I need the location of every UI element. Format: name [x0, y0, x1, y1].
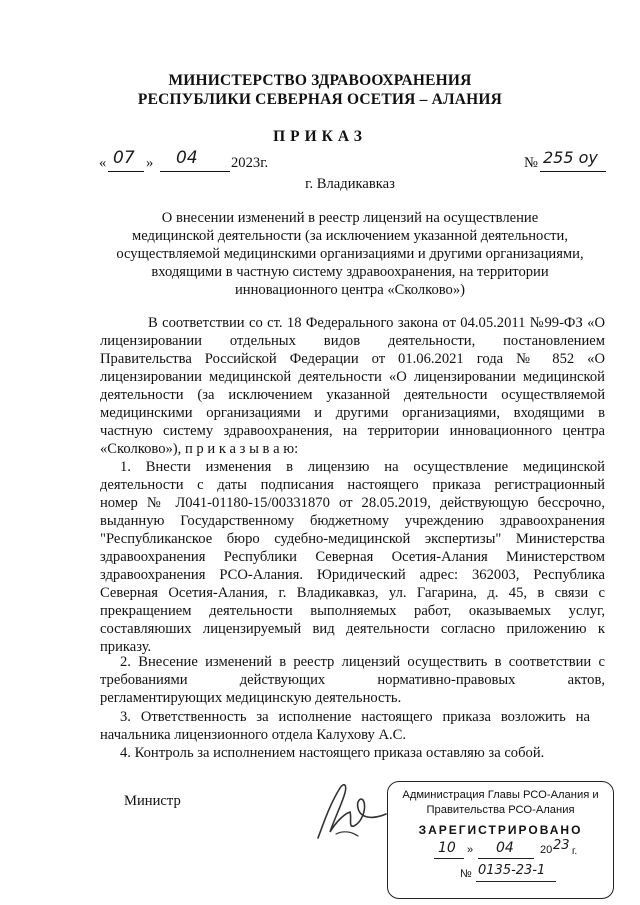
- stamp-day-quote: »: [467, 844, 474, 856]
- order-number: 255 оу: [543, 148, 598, 167]
- stamp-reg-month: 04: [496, 840, 514, 856]
- stamp-line-2: Правительства РСО-Алания: [426, 804, 575, 816]
- body-line: номер № Л041-01180-15/00331870 от 28.05.2019, действующую бессрочно,: [100, 495, 605, 511]
- body-line: частную систему здравоохранения, на территории инновационного центра: [100, 423, 605, 439]
- stamp-line-1: Администрация Главы РСО-Алания и: [402, 789, 599, 801]
- date-year: 2023г.: [231, 155, 269, 171]
- signature-image: [300, 774, 400, 844]
- body-line: 3. Ответственность за исполнение настоящего приказа возложить на: [120, 709, 590, 725]
- date-month: 04: [176, 148, 198, 168]
- body-line: Северная Осетия-Алания, г. Владикавказ, ул. Гагарина, д. 45, в связи с: [100, 585, 605, 601]
- body-line: выданную Государственному бюджетному учреждению здравоохранения: [100, 513, 605, 529]
- body-line: В соответствии со ст. 18 Федерального закона от 04.05.2011 №99-ФЗ «О: [148, 315, 605, 331]
- stamp-reg-day: 10: [438, 840, 456, 856]
- ministry-name-line1: МИНИСТЕРСТВО ЗДРАВООХРАНЕНИЯ: [168, 72, 472, 89]
- stamp-number-underline: [476, 881, 556, 882]
- date-close-quote: »: [146, 155, 154, 171]
- stamp-month-underline: [478, 858, 534, 859]
- signatory-title: Министр: [124, 793, 181, 809]
- body-line: «Сколково»), п р и к а з ы в а ю:: [100, 441, 299, 457]
- stamp-reg-number: 0135-23-1: [478, 863, 546, 878]
- date-open-quote: «: [99, 155, 107, 171]
- doc-type-title: ПРИКАЗ: [273, 128, 367, 145]
- stamp-registered-label: ЗАРЕГИСТРИРОВАНО: [418, 823, 583, 837]
- body-line: деятельности с даты подписания настоящего приказа регистрационный: [100, 477, 605, 493]
- subject-line: осуществляемой медицинскими организациями и другими организациями,: [116, 246, 584, 262]
- date-day-underline: [108, 171, 144, 172]
- body-line: составляюших лицензируемый вид деятельности согласно приложению к: [100, 621, 605, 637]
- registration-stamp: [387, 781, 614, 899]
- body-line: 1. Внести изменения в лицензию на осуществление медицинской: [120, 459, 605, 475]
- body-line: лицензировании отдельных видов деятельности, постановлением: [100, 333, 605, 349]
- number-underline: [540, 171, 606, 172]
- subject-line: инновационного центра «Сколково»): [234, 282, 466, 298]
- body-line: здравоохранения РСО-Алания. Юридический адрес: 362003, Республика: [100, 567, 605, 583]
- stamp-year-prefix: 20: [540, 844, 553, 856]
- body-line: Правительства Российской Федерации от 01.06.2021 года № 852 «О: [100, 351, 605, 367]
- stamp-day-underline: [434, 858, 464, 859]
- date-month-underline: [160, 171, 230, 172]
- city-line: г. Владикавказ: [305, 176, 395, 192]
- body-line: приказу.: [100, 639, 152, 655]
- stamp-year-suffix: 23: [553, 838, 570, 853]
- body-line: лицензировании медицинской деятельности «О лицензировании медицинской: [100, 369, 605, 385]
- body-line: регламентирующих медицинскую деятельность.: [100, 690, 402, 706]
- number-label: №: [524, 155, 538, 171]
- body-line: требованиями действующих нормативно-правовых актов,: [100, 672, 605, 688]
- ministry-name-line2: РЕСПУБЛИКИ СЕВЕРНАЯ ОСЕТИЯ – АЛАНИЯ: [137, 91, 503, 108]
- stamp-number-label: №: [460, 868, 472, 880]
- body-line: 2. Внесение изменений в реестр лицензий осуществить в соответствии с: [120, 654, 605, 670]
- body-line: деятельности (за исключением указанной деятельности осуществляемой: [100, 387, 605, 403]
- body-line: медицинскими организациями и другими организациями, входящими в: [100, 405, 605, 421]
- date-day: 07: [113, 148, 135, 168]
- body-line: здравоохранения Республики Северная Осетия-Алания Министерством: [100, 549, 605, 565]
- subject-line: медицинской деятельности (за исключением указанной деятельности,: [132, 228, 568, 244]
- body-line: начальника лицензионного отдела Калухову А.С.: [100, 727, 407, 743]
- subject-line: О внесении изменений в реестр лицензий на осуществление: [161, 210, 539, 226]
- item-4-paragraph: 4. Контроль за исполнением настоящего приказа оставляю за собой.: [120, 745, 545, 761]
- subject-line: входящими в частную систему здравоохранения, на территории: [151, 264, 549, 280]
- body-line: "Республиканское бюро судебно-медицинской экспертизы" Министерства: [100, 531, 605, 547]
- stamp-year-label: г.: [572, 846, 578, 857]
- body-line: прекращением деятельности выполняемых работ, оказываемых услуг,: [100, 603, 605, 619]
